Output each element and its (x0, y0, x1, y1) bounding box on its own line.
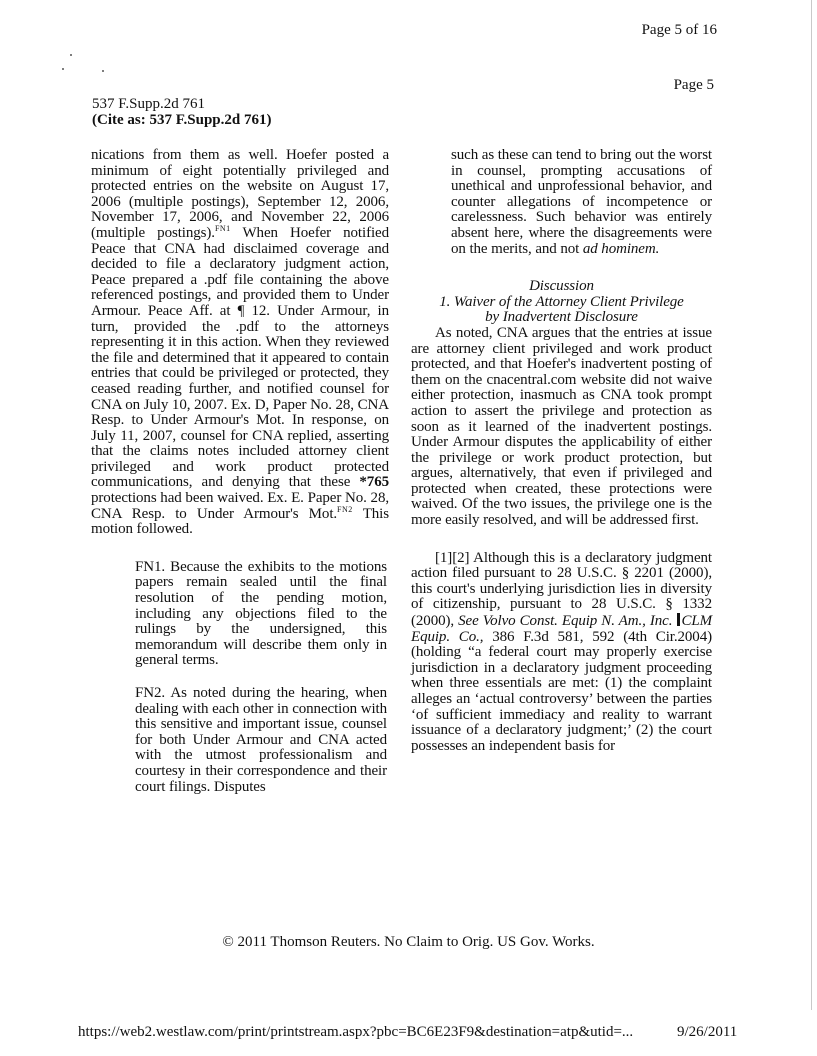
case-name-italic[interactable]: CLM Equip. Co., (411, 613, 712, 645)
heading-waiver-line2: by Inadvertent Disclosure (485, 309, 638, 326)
footnote-fn1: FN1. Because the exhibits to the motions papers remain sealed until the final resolution of the pending motion, including any objections filed to the rulings by the undersigned, this memorandum will describe them only in general terms. (135, 558, 387, 669)
para-text: When Hoefer notified Peace that CNA had disclaimed coverage and decided to file a declaratory judgment action, Peace prepared a .pdf file containing the above referenced postings, and provided them to Under Armour. Peace Aff. at ¶ 12. Under Armour, in turn, provided the .pdf to the attorneys representing it in this action. When they reviewed the file and determined that it appeared to contain entries that could be privileged or protected, they ceased reading further, and notified counsel for CNA on July 10, 2007. Ex. D, Paper No. 28, CNA Resp. to Under Armour's Mot. In response, on July 11, 2007, counsel for CNA replied, asserting that the claims notes included attorney client privileged and work product protected communications, and denying that these (91, 224, 389, 491)
footnote-fn2: FN2. As noted during the hearing, when dealing with each other in connection with this sensitive and important issue, counsel for both Under Armour and CNA acted with the utmost professionalism and courtesy in their correspondence and their court filings. Disputes (135, 685, 387, 795)
para-text (672, 613, 676, 629)
footnote-ref-fn1[interactable]: FN1 (214, 223, 231, 233)
left-paragraph (91, 148, 389, 538)
jurisdiction-paragraph (411, 551, 712, 755)
scan-specks (60, 48, 120, 78)
heading-discussion: Discussion (529, 278, 594, 295)
page-number: Page 5 (673, 77, 714, 93)
para-text: 386 F.3d 581, 592 (4th Cir.2004) (holding “a federal court may properly exercise jurisdiction in a declaratory judgment proceeding when three essentials are met: (1) the complaint alleges an ‘actual controversy’ between the parties ‘of sufficient immediacy and reality to warrant issuance of a declaratory judgment;’ (2) the court possesses an independent basis for (411, 628, 712, 754)
cite-as: (Cite as: 537 F.Supp.2d 761) (92, 112, 272, 128)
star-page-marker: *765 (359, 474, 389, 491)
italic-text: ad hominem. (582, 240, 660, 257)
para-text: [1][2] Although this is a declaratory judgment action filed pursuant to 28 U.S.C. § 2201 (2000), this court's underlying jurisdiction lies in diversity of citizenship, pursuant to 28 U.S.C. § 1332 (2000), (411, 549, 712, 630)
para-text: This motion followed. (91, 505, 389, 538)
discussion-paragraph: As noted, CNA argues that the entries at issue are attorney client privileged and work product protected, and that Hoefer's inadvertent posting of them on the cnacentral.com website did not waive either protection, inasmuch as CNA took prompt action to assert the privilege and protection as soon as it learned of the inadvertent postings. Under Armour disputes the applicability of either the privilege or work product protection, but argues, alternatively, that even if privileged and protected when created, these protections were waived. Of the two issues, the privilege one is the more easily resolved, and will be addressed first. (411, 324, 712, 529)
para-text: nications from them as well. Hoefer posted a minimum of eight potentially privileged and protected entries on the website on August 17, 2006 (multiple postings), September 12, 2006, November 17, 2006, and November 22, 2006 (multiple postings). (91, 147, 389, 241)
heading-waiver-line1: 1. Waiver of the Attorney Client Privilege (439, 293, 684, 310)
page-edge-rule (811, 0, 812, 1010)
reporter-citation: 537 F.Supp.2d 761 (92, 96, 205, 112)
para-text: protections had been waived. Ex. E. Paper No. 28, CNA Resp. to Under Armour's Mot. (91, 490, 389, 522)
right-column (411, 148, 712, 754)
para-text: such as these can tend to bring out the worst in counsel, prompting accusations of unethical and unprofessional behavior, and counter allegations of incompetence or carelessness. Such behavior was entirely absent here, where the disagreements were on the merits, and not (451, 147, 712, 257)
case-name-italic[interactable]: See Volvo Const. Equip N. Am., Inc. (458, 613, 673, 630)
text-cursor-marker (677, 613, 680, 626)
footnote-fn2-continued (451, 148, 712, 257)
page-of-count: Page 5 of 16 (641, 22, 717, 38)
print-date: 9/26/2011 (677, 1024, 738, 1040)
citation-block (92, 96, 271, 128)
left-column (91, 148, 389, 795)
print-url: https://web2.westlaw.com/print/printstream.aspx?pbc=BC6E23F9&destination=atp&utid=... (78, 1024, 634, 1040)
copyright-notice: © 2011 Thomson Reuters. No Claim to Orig. US Gov. Works. (222, 934, 595, 950)
footnote-ref-fn2[interactable]: FN2 (337, 504, 353, 514)
